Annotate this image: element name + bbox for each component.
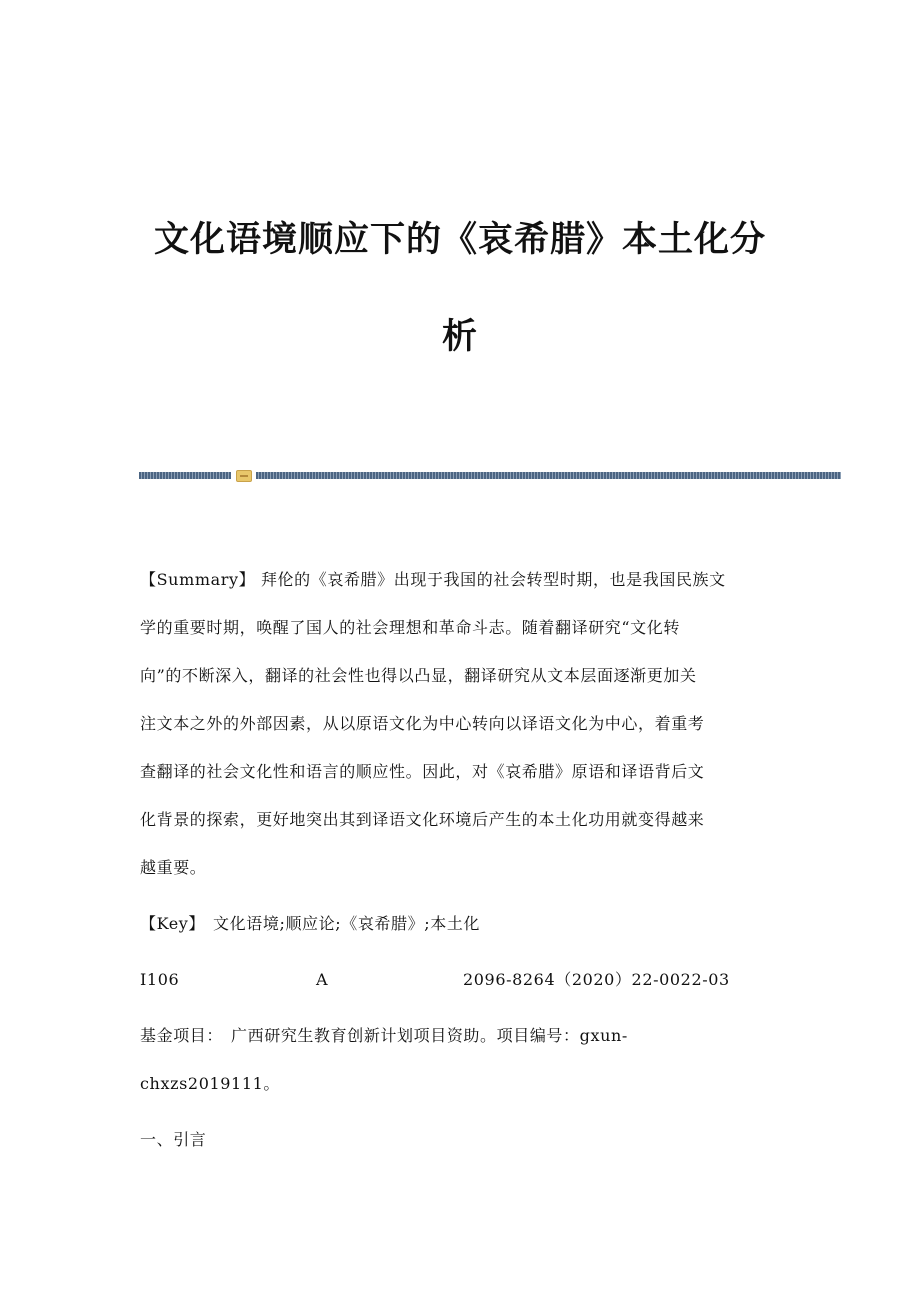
title-divider — [139, 470, 841, 480]
document-title-line-1: 文化语境顺应下的《哀希腊》本土化分 — [153, 220, 766, 260]
summary-label: 【Summary】 — [140, 570, 256, 589]
fund-line: chxzs2019111。 — [140, 1074, 280, 1093]
document-title-line-2: 析 — [441, 317, 478, 357]
key-label: 【Key】 — [140, 914, 206, 933]
summary-line: 向”的不断深入，翻译的社会性也得以凸显，翻译研究从文本层面逐渐更加关 — [140, 666, 697, 685]
divider-emblem-icon — [236, 470, 252, 482]
keywords: 文化语境;顺应论;《哀希腊》;本土化 — [213, 914, 481, 933]
article-id: 2096-8264（2020）22-0022-03 — [463, 970, 730, 989]
summary-line: 化背景的探索，更好地突出其到译语文化环境后产生的本土化功用就变得越来 — [140, 810, 705, 829]
classification-code: I106 — [140, 970, 180, 989]
summary-line: 【Summary】 拜伦的《哀希腊》出现于我国的社会转型时期，也是我国民族文 — [140, 570, 726, 589]
keywords-line — [140, 900, 780, 948]
summary-line: 查翻译的社会文化性和语言的顺应性。因此，对《哀希腊》原语和译语背后文 — [140, 762, 705, 781]
divider-bar-right — [256, 472, 841, 479]
summary-line: 越重要。 — [140, 858, 207, 877]
fund-paragraph — [140, 1012, 780, 1108]
fund-line: 基金项目： 广西研究生教育创新计划项目资助。项目编号：gxun- — [140, 1026, 628, 1045]
fund-label: 基金项目： — [140, 1026, 224, 1045]
section-heading: 一、引言 — [140, 1130, 207, 1149]
divider-bar-left — [139, 472, 231, 479]
document-code: A — [316, 970, 329, 989]
summary-paragraph — [140, 556, 780, 892]
summary-line: 学的重要时期，唤醒了国人的社会理想和革命斗志。随着翻译研究“文化转 — [140, 618, 680, 637]
summary-line: 注文本之外的外部因素，从以原语文化为中心转向以译语文化为中心，着重考 — [140, 714, 705, 733]
